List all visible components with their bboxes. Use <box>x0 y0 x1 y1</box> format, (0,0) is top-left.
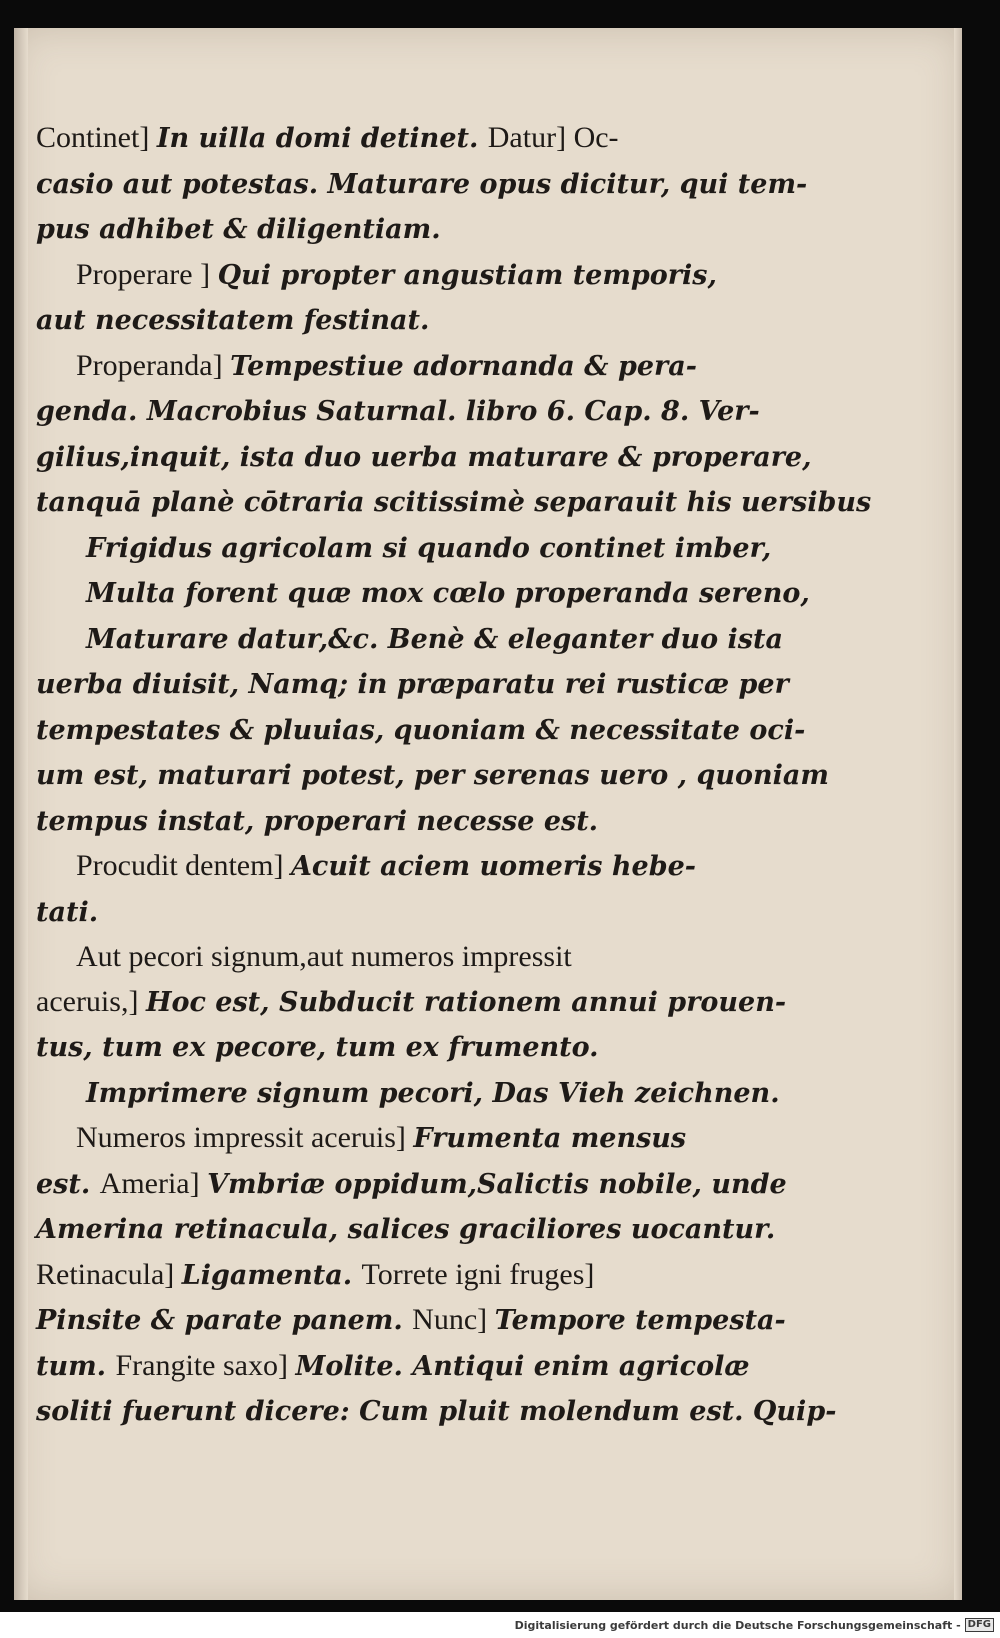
roman-lemma: Continet] <box>36 121 157 154</box>
credit-text: Digitalisierung gefördert durch die Deutsche Forschungsgemeinschaft - <box>514 1618 961 1632</box>
digitization-credit <box>515 1618 994 1632</box>
roman-lemma: Datur] <box>487 121 574 154</box>
italic-gloss: In uilla domi detinet. <box>156 123 488 154</box>
text-line <box>36 116 756 162</box>
text-line <box>36 935 756 980</box>
roman-lemma: Properare ] <box>76 257 218 291</box>
dfg-logo: DFG <box>965 1618 994 1632</box>
italic-gloss: Vmbriæ oppidum,Salictis nobile, unde <box>207 1168 787 1200</box>
text-line <box>36 1389 837 1435</box>
text-line <box>36 617 783 663</box>
italic-gloss: Hoc est, Subducit rationem annui prouen- <box>145 986 787 1018</box>
italic-gloss: Tempore tempesta- <box>494 1305 786 1336</box>
text-line <box>36 799 756 845</box>
italic-gloss: Amerina retinacula, salices graciliores uocantur. <box>36 1214 776 1245</box>
italic-gloss: Qui propter angustiam temporis, <box>217 259 717 291</box>
text-line <box>36 344 756 390</box>
italic-gloss: est. <box>36 1168 100 1200</box>
italic-gloss: Multa forent quæ mox cœlo properanda sereno, <box>86 578 810 609</box>
text-line <box>36 1162 787 1208</box>
page-text <box>36 116 872 1435</box>
text-line <box>36 890 756 936</box>
text-line <box>36 389 760 435</box>
roman-lemma: Properanda] <box>76 348 231 382</box>
italic-gloss: pus adhibet & diligentiam. <box>36 214 441 245</box>
italic-gloss: aut necessitatem festinat. <box>36 305 430 336</box>
roman-lemma: Nunc] <box>412 1303 495 1336</box>
italic-gloss: gilius,inquit, ista duo uerba maturare & properare, <box>36 441 812 473</box>
italic-gloss: Maturare datur,&c. Benè & eleganter duo ista <box>86 623 783 655</box>
book-page <box>14 28 962 1600</box>
roman-lemma: Torrete igni fruges] <box>361 1257 595 1291</box>
text-line <box>36 298 756 344</box>
italic-gloss: casio aut potestas. Maturare opus dicitur, qui tem- <box>36 168 808 200</box>
roman-lemma: Oc- <box>573 121 619 154</box>
italic-gloss: tempestates & pluuias, quoniam & necessitate oci- <box>36 714 806 746</box>
text-line <box>36 1207 776 1253</box>
text-line <box>36 1071 780 1117</box>
italic-gloss: Ligamenta. <box>181 1259 362 1291</box>
italic-gloss: soliti fuerunt dicere: Cum pluit molendum est. Quip- <box>36 1396 837 1427</box>
text-line <box>36 662 789 708</box>
italic-gloss: tus, tum ex pecore, tum ex frumento. <box>36 1032 599 1063</box>
roman-lemma: Ameria] <box>99 1166 208 1200</box>
text-line <box>36 253 756 299</box>
text-line <box>36 844 756 890</box>
italic-gloss: Pinsite & parate panem. <box>36 1305 413 1336</box>
italic-gloss: Frigidus agricolam si quando continet imber, <box>86 532 772 564</box>
roman-lemma: aceruis,] <box>36 984 146 1018</box>
text-line <box>36 480 872 526</box>
italic-gloss: tempus instat, properari necesse est. <box>36 805 599 837</box>
italic-gloss: tum. <box>36 1350 116 1382</box>
italic-gloss: Frumenta mensus <box>413 1123 687 1154</box>
italic-gloss: tati. <box>36 896 99 928</box>
text-line <box>36 571 810 617</box>
text-line <box>36 435 812 481</box>
text-line <box>36 1298 786 1344</box>
text-line <box>36 753 829 799</box>
italic-gloss: Tempestiue adornanda & pera- <box>230 350 697 382</box>
roman-lemma: Numeros impressit aceruis] <box>76 1121 414 1154</box>
text-line <box>36 1025 756 1071</box>
roman-lemma: Procudit dentem] <box>76 849 291 882</box>
italic-gloss: Molite. Antiqui enim agricolæ <box>295 1350 750 1382</box>
italic-gloss: Acuit aciem uomeris hebe- <box>290 851 696 882</box>
text-line <box>36 708 806 754</box>
text-line <box>36 526 772 572</box>
italic-gloss: um est, maturari potest, per serenas uero , quoniam <box>36 760 829 791</box>
italic-gloss: Imprimere signum pecori, Das Vieh zeichnen. <box>86 1077 780 1109</box>
roman-lemma: Retinacula] <box>36 1257 182 1291</box>
text-line <box>36 980 787 1026</box>
text-line <box>36 162 808 208</box>
roman-lemma: Aut pecori signum,aut numeros impressit <box>76 940 572 973</box>
text-line <box>36 1253 756 1299</box>
italic-gloss: genda. Macrobius Saturnal. libro 6. Cap. 8. Ver- <box>36 396 760 427</box>
text-line <box>36 1344 756 1390</box>
italic-gloss: uerba diuisit, Namq; in præparatu rei rusticæ per <box>36 669 789 700</box>
text-line <box>36 207 756 253</box>
roman-lemma: Frangite saxo] <box>115 1348 296 1382</box>
text-line <box>36 1116 756 1162</box>
italic-gloss: tanquā planè cōtraria scitissimè separauit his uersibus <box>36 487 872 518</box>
